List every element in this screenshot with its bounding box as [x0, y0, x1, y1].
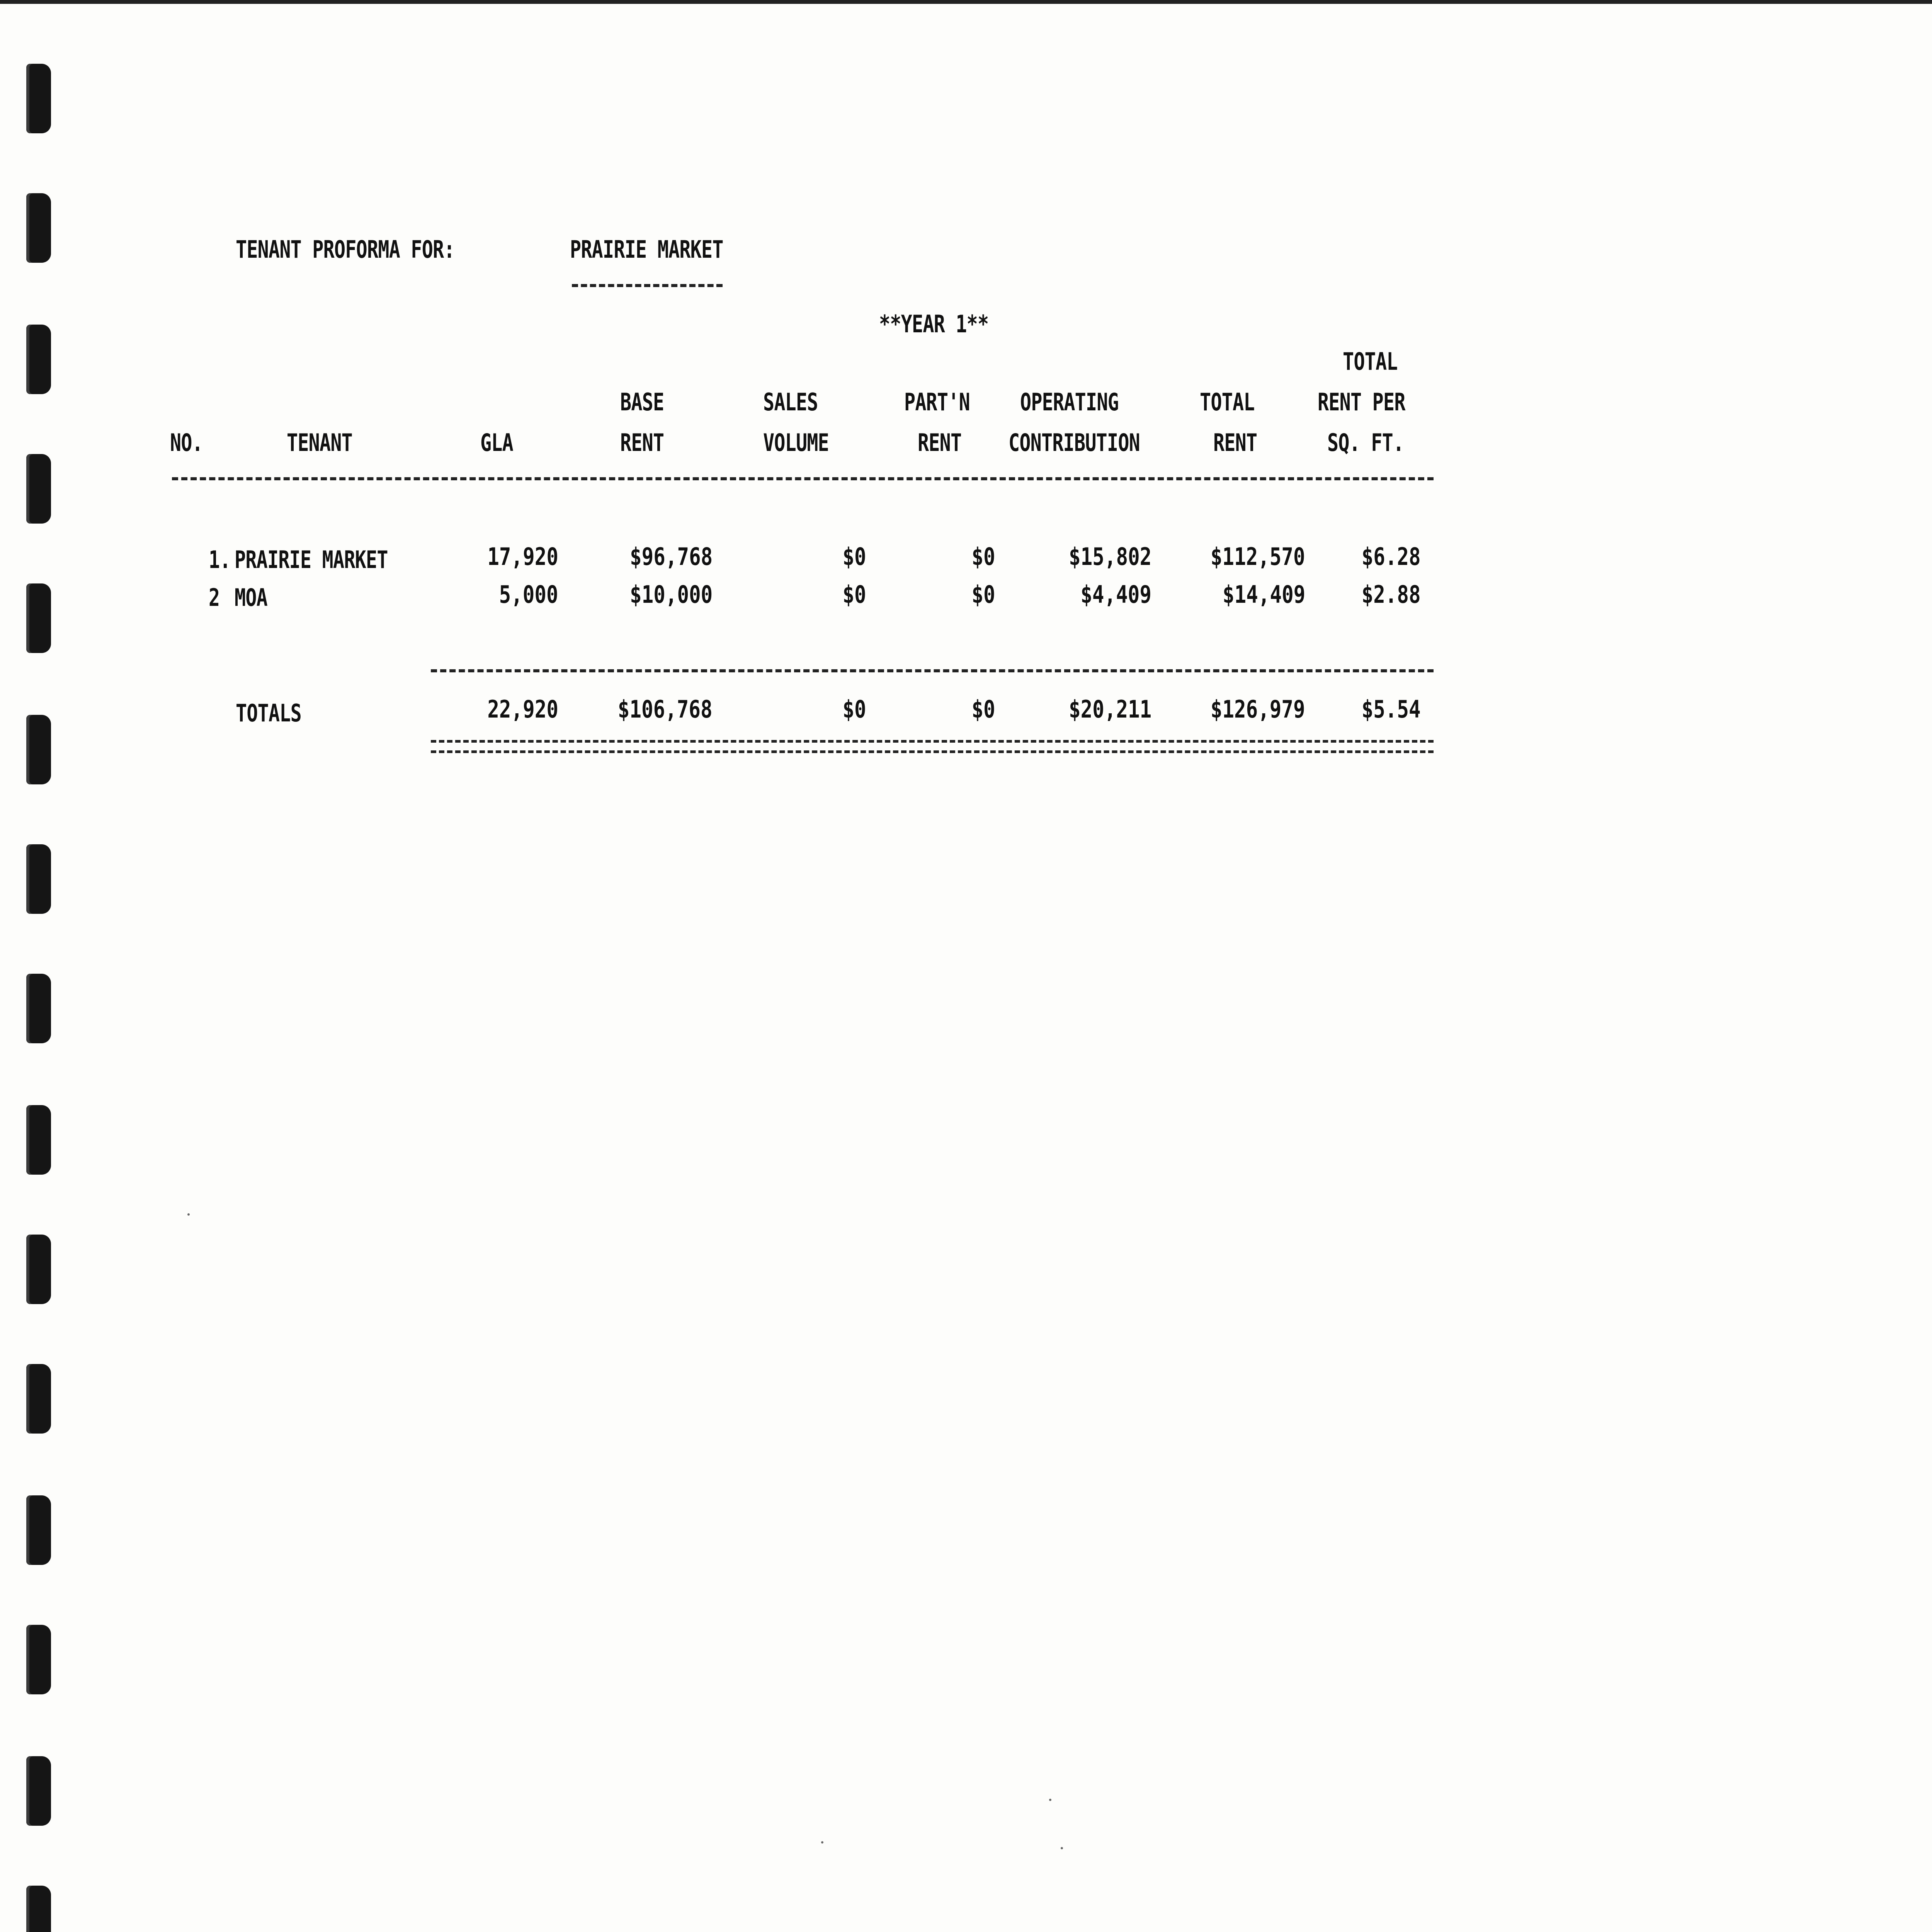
- header-sales-volume-1: SALES: [763, 388, 818, 416]
- totals-operating-contribution: $20,211: [1068, 695, 1151, 723]
- header-sales-volume-2: VOLUME: [763, 429, 829, 457]
- header-partn-rent-1: PART'N: [904, 388, 970, 416]
- totals-label: TOTALS: [236, 699, 302, 727]
- row-base-rent: $10,000: [629, 580, 713, 609]
- header-operating-contribution-2: CONTRIBUTION: [1009, 429, 1140, 457]
- header-rent-per-sqft-1: TOTAL: [1343, 347, 1398, 376]
- totals-gla: 22,920: [487, 695, 558, 723]
- subtotal-rule: [431, 669, 1434, 672]
- row-tenant: PRAIRIE MARKET: [235, 546, 388, 574]
- row-partn-rent: $0: [971, 543, 995, 571]
- row-gla: 5,000: [499, 580, 558, 609]
- scan-speck: [1061, 1847, 1063, 1849]
- property-name: PRAIRIE MARKET: [570, 235, 723, 264]
- row-total-rent: $14,409: [1222, 580, 1305, 609]
- header-operating-contribution-1: OPERATING: [1020, 388, 1119, 416]
- header-base-rent-1: BASE: [620, 388, 664, 416]
- scan-speck: [821, 1841, 823, 1844]
- row-no: 2: [209, 583, 220, 612]
- totals-sales-volume: $0: [842, 695, 866, 723]
- row-operating-contribution: $15,802: [1068, 543, 1151, 571]
- row-operating-contribution: $4,409: [1080, 580, 1151, 609]
- year-heading: **YEAR 1**: [879, 310, 989, 338]
- header-no: NO.: [170, 429, 203, 457]
- header-tenant: TENANT: [287, 429, 353, 457]
- totals-total-rent: $126,979: [1211, 695, 1305, 723]
- scan-speck: [187, 1213, 190, 1216]
- scan-speck: [1049, 1799, 1051, 1801]
- row-tenant: MOA: [235, 583, 268, 612]
- header-base-rent-2: RENT: [620, 429, 664, 457]
- row-sales-volume: $0: [842, 543, 866, 571]
- totals-double-rule: [431, 740, 1434, 753]
- totals-base-rent: $106,768: [618, 695, 713, 723]
- row-partn-rent: $0: [971, 580, 995, 609]
- row-sales-volume: $0: [842, 580, 866, 609]
- row-gla: 17,920: [487, 543, 558, 571]
- header-partn-rent-2: RENT: [918, 429, 962, 457]
- header-gla: GLA: [480, 429, 514, 457]
- row-base-rent: $96,768: [629, 543, 713, 571]
- row-no: 1.: [209, 546, 231, 574]
- header-rule: [172, 477, 1434, 480]
- row-rent-per-sqft: $2.88: [1361, 580, 1421, 609]
- totals-rent-per-sqft: $5.54: [1361, 695, 1421, 723]
- header-total-rent-2: RENT: [1213, 429, 1257, 457]
- row-total-rent: $112,570: [1211, 543, 1305, 571]
- property-name-underline: [572, 284, 723, 287]
- header-rent-per-sqft-3: SQ. FT.: [1327, 429, 1404, 457]
- header-total-rent-1: TOTAL: [1200, 388, 1255, 416]
- row-rent-per-sqft: $6.28: [1361, 543, 1421, 571]
- header-rent-per-sqft-2: RENT PER: [1318, 388, 1405, 416]
- totals-partn-rent: $0: [971, 695, 995, 723]
- title-label: TENANT PROFORMA FOR:: [236, 235, 455, 264]
